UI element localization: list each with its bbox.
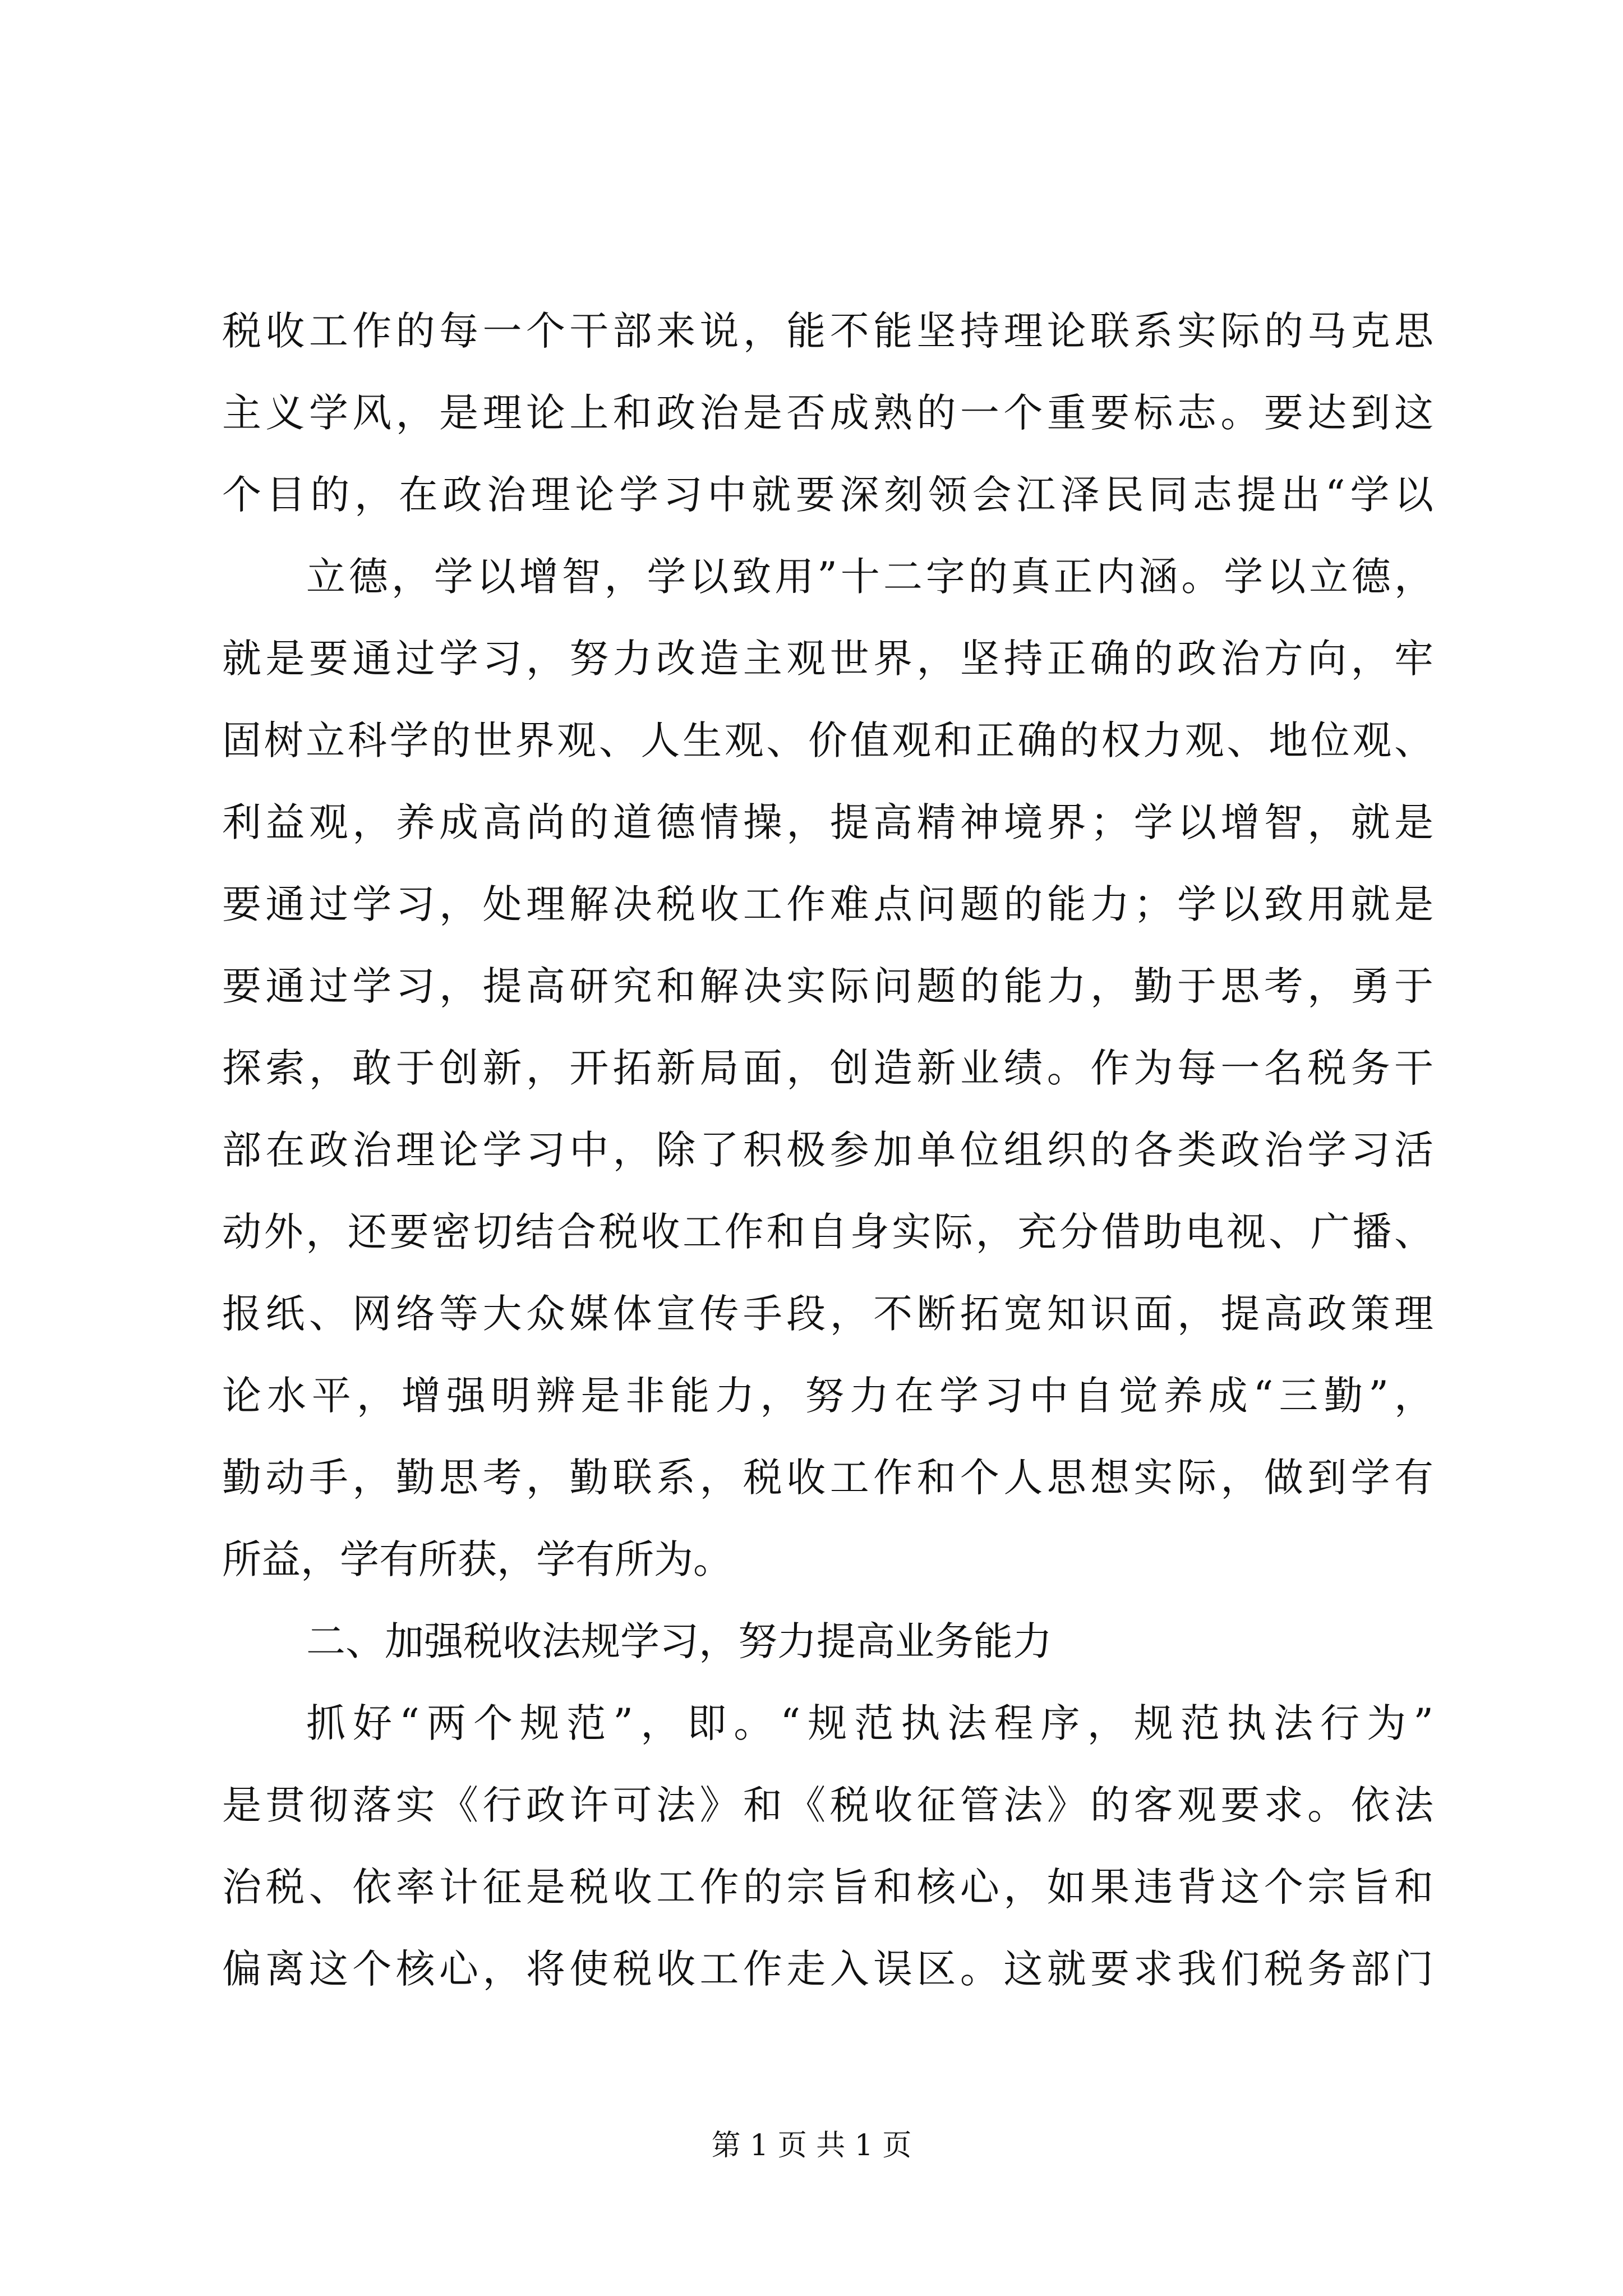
text-line: 治税、依率计征是税收工作的宗旨和核心，如果违背这个宗旨和 <box>222 1864 1433 1910</box>
document-body <box>222 290 1433 2010</box>
text-line: 报纸、网络等大众媒体宣传手段，不断拓宽知识面，提高政策理 <box>222 1291 1433 1337</box>
text-line: 勤动手，勤思考，勤联系，税收工作和个人思想实际，做到学有 <box>222 1455 1433 1501</box>
text-line: 个目的，在政治理论学习中就要深刻领会江泽民同志提出“学以 <box>222 472 1433 518</box>
text-line: 税收工作的每一个干部来说，能不能坚持理论联系实际的马克思 <box>222 308 1433 354</box>
text-line: 利益观，养成高尚的道德情操，提高精神境界；学以增智，就是 <box>222 799 1433 845</box>
text-line: 论水平，增强明辨是非能力，努力在学习中自觉养成“三勤”， <box>222 1373 1433 1419</box>
text-line: 探索，敢于创新，开拓新局面，创造新业绩。作为每一名税务干 <box>222 1045 1433 1091</box>
text-line: 要通过学习，提高研究和解决实际问题的能力，勤于思考，勇于 <box>222 963 1433 1009</box>
text-line: 抓好“两个规范”，即。“规范执法程序，规范执法行为” <box>306 1700 1433 1746</box>
text-line: 是贯彻落实《行政许可法》和《税收征管法》的客观要求。依法 <box>222 1782 1433 1828</box>
text-line: 主义学风，是理论上和政治是否成熟的一个重要标志。要达到这 <box>222 390 1433 436</box>
text-line: 部在政治理论学习中，除了积极参加单位组织的各类政治学习活 <box>222 1127 1433 1173</box>
text-line: 立德，学以增智，学以致用”十二字的真正内涵。学以立德， <box>306 554 1433 600</box>
text-line: 固树立科学的世界观、人生观、价值观和正确的权力观、地位观、 <box>222 717 1433 763</box>
text-line: 偏离这个核心，将使税收工作走入误区。这就要求我们税务部门 <box>222 1946 1433 1992</box>
text-line: 所益，学有所获，学有所为。 <box>222 1536 732 1582</box>
page-footer: 第 1 页 共 1 页 <box>711 2129 912 2162</box>
text-line: 动外，还要密切结合税收工作和自身实际，充分借助电视、广播、 <box>222 1209 1433 1255</box>
section-heading: 二、加强税收法规学习，努力提高业务能力 <box>306 1618 1052 1664</box>
text-line: 就是要通过学习，努力改造主观世界，坚持正确的政治方向，牢 <box>222 636 1433 682</box>
text-line: 要通过学习，处理解决税收工作难点问题的能力；学以致用就是 <box>222 881 1433 927</box>
